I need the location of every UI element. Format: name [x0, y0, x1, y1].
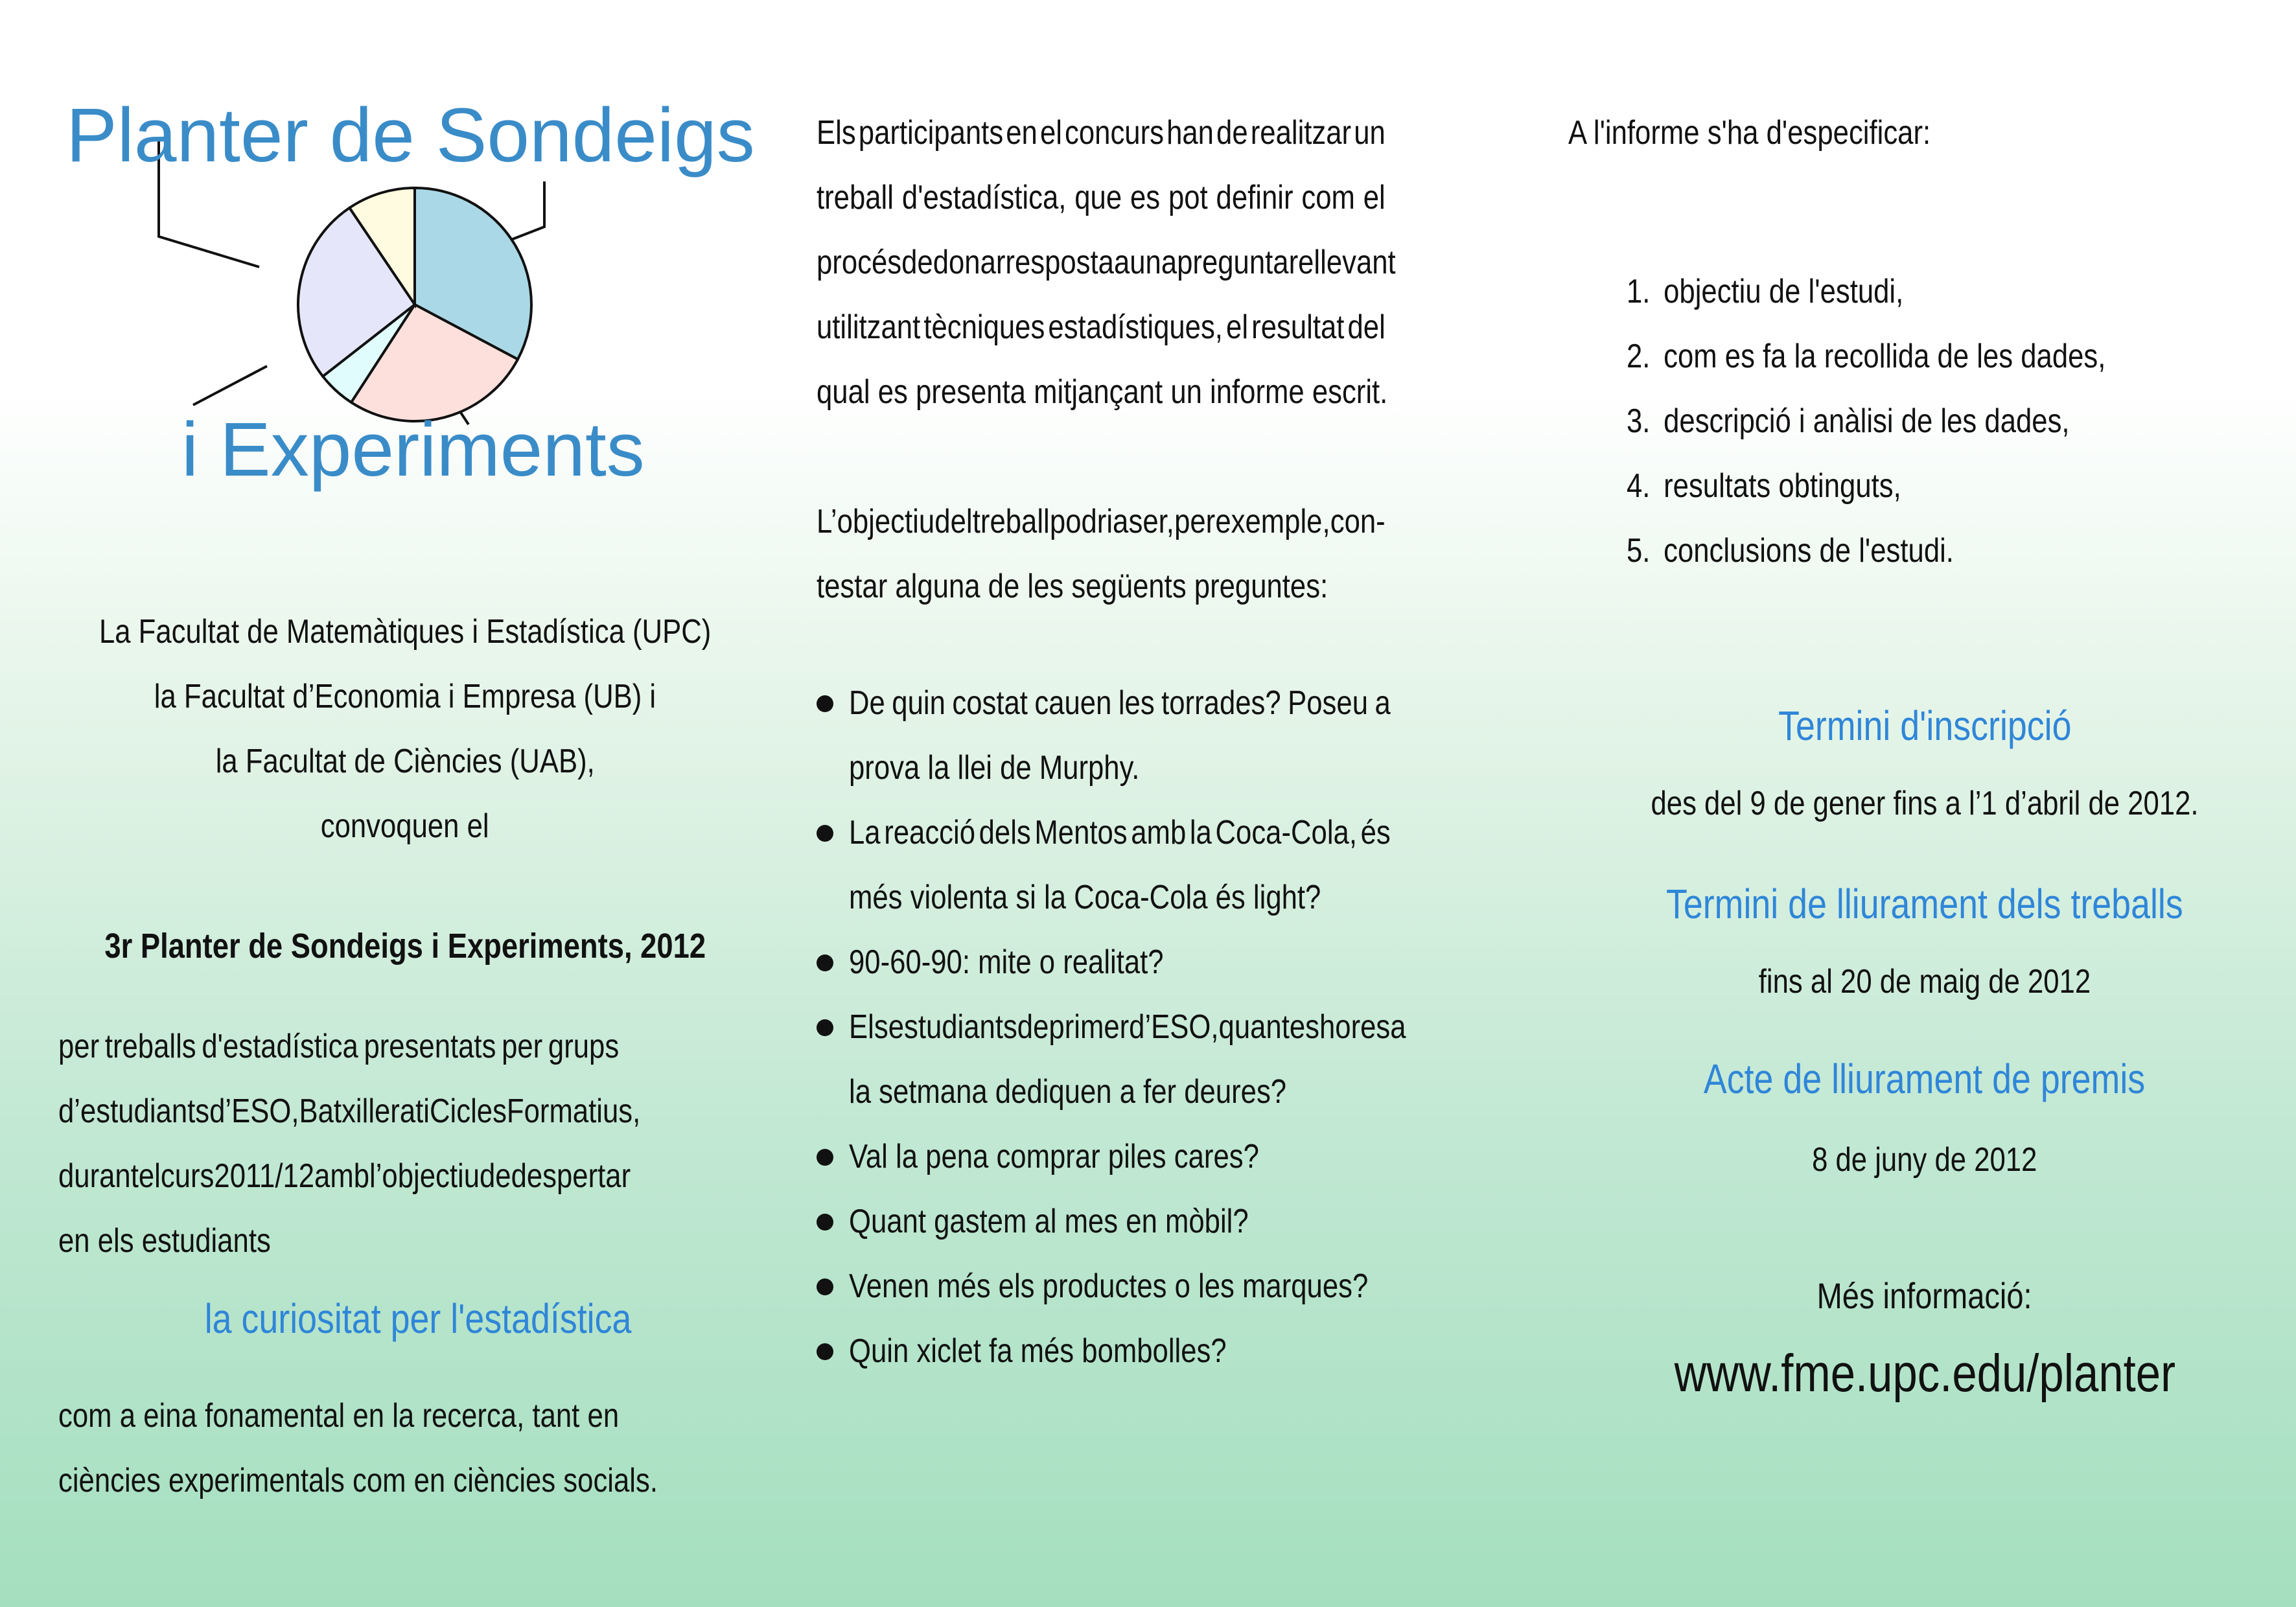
- objective-paragraph: [817, 489, 1494, 619]
- word: del: [1347, 308, 1386, 346]
- faculty-line: La Facultat de Matemàtiques i Estadística (UPC): [99, 613, 712, 651]
- word: el: [1363, 179, 1386, 216]
- word: cauen: [1034, 684, 1112, 722]
- word: d'estadística: [202, 1028, 358, 1065]
- word: presentats: [364, 1028, 496, 1065]
- justified-line: [817, 230, 1494, 295]
- requirement-item: [1627, 324, 2197, 389]
- word: l’objectiu: [369, 1157, 480, 1195]
- awards-ceremony-heading: [1568, 1050, 2281, 1108]
- word: Els: [849, 1008, 888, 1046]
- word: que: [1074, 179, 1122, 216]
- right-panel: [1568, 0, 2281, 1607]
- item-text: com es fa la recollida de les dades,: [1664, 338, 2106, 375]
- title-i-experiments: i Experiments: [181, 407, 645, 492]
- report-requirements-list: [1627, 259, 2197, 583]
- question-text: més violenta si la Coca-Cola és light?: [849, 879, 1321, 916]
- justified-line: [58, 1144, 726, 1208]
- word: d’ESO,: [1129, 1008, 1219, 1046]
- middle-panel: [817, 0, 1494, 1607]
- word: de: [1216, 114, 1248, 152]
- heading-text: Termini de lliurament dels treballs: [1666, 881, 2183, 927]
- word: rellevant: [1288, 244, 1396, 281]
- word: resultat: [1251, 308, 1345, 346]
- word: reacció: [884, 814, 976, 851]
- contest-description: [817, 100, 1494, 424]
- word: per: [502, 1028, 543, 1065]
- question-item: [817, 671, 1494, 800]
- justified-line: [849, 995, 1494, 1059]
- more-info-label: [1568, 1267, 2281, 1325]
- research-paragraph: [58, 1383, 726, 1513]
- word: treball: [817, 179, 894, 216]
- word: grups: [548, 1028, 620, 1065]
- word: a: [119, 1397, 136, 1435]
- faculty-line: la Facultat de Ciències (UAB),: [215, 743, 595, 780]
- justified-line: [58, 1079, 726, 1144]
- question-text: prova la llei de Murphy.: [849, 749, 1140, 787]
- curiosity-highlight: [39, 1289, 797, 1348]
- word: a: [1390, 1008, 1406, 1046]
- justified-line: [817, 489, 1494, 554]
- word: procés: [817, 244, 902, 281]
- word: d’estudiants: [58, 1093, 210, 1130]
- word: recerca,: [422, 1397, 525, 1435]
- word: Cicles: [429, 1093, 507, 1130]
- word: participants: [858, 114, 1004, 152]
- word: tècniques: [923, 308, 1045, 346]
- justified-line: [58, 1014, 726, 1079]
- word: estudiants: [888, 1008, 1017, 1046]
- curiosity-text: la curiositat per l'estadística: [204, 1295, 632, 1342]
- word: L’objectiu: [817, 503, 935, 540]
- word: De: [849, 684, 885, 722]
- bullet-icon: [817, 1343, 833, 1360]
- question-item: [817, 800, 1494, 930]
- question-item: [817, 995, 1494, 1124]
- question-text: Val la pena comprar piles cares?: [849, 1138, 1259, 1175]
- word: La: [849, 814, 881, 851]
- word: una: [1130, 244, 1177, 281]
- word: és: [1360, 814, 1391, 851]
- leader-line-bottom-left: [193, 366, 267, 405]
- word: el: [1226, 308, 1249, 346]
- item-number: 2.: [1627, 338, 1651, 375]
- question-text: Quant gastem al mes en mòbil?: [849, 1203, 1249, 1240]
- word: i: [423, 1093, 430, 1130]
- date-text: des del 9 de gener fins a l’1 d’abril de 2012.: [1651, 785, 2199, 822]
- question-text: la setmana dediquen a fer deures?: [849, 1073, 1287, 1111]
- word: estadístiques,: [1048, 308, 1223, 346]
- word: la: [1189, 814, 1212, 851]
- word: en: [587, 1397, 620, 1435]
- bullet-icon: [817, 1214, 833, 1231]
- word: Poseu: [1288, 684, 1368, 722]
- word: pot: [1168, 179, 1208, 216]
- justified-line: [817, 295, 1494, 360]
- word: tant: [532, 1397, 580, 1435]
- requirement-item: [1627, 454, 2197, 518]
- question-item: [817, 1254, 1494, 1319]
- word: primer: [1049, 1008, 1130, 1046]
- bullet-icon: [817, 1278, 833, 1295]
- registration-deadline-heading: [1568, 697, 2281, 755]
- word: pregunta: [1177, 244, 1289, 281]
- word: torrades?: [1161, 684, 1281, 722]
- word: de: [901, 244, 933, 281]
- requirement-item: [1627, 518, 2197, 583]
- word: concurs: [1065, 114, 1164, 152]
- requirement-item: [1627, 389, 2197, 454]
- word: Formatius,: [506, 1093, 641, 1130]
- word: Batxillerat: [299, 1093, 424, 1130]
- word: la: [392, 1397, 415, 1435]
- paragraph-last-line: testar alguna de les següents preguntes:: [817, 568, 1328, 605]
- justified-line: [58, 1383, 726, 1448]
- word: con-: [1330, 503, 1386, 540]
- submission-deadline-heading: [1568, 875, 2281, 933]
- item-number: 5.: [1627, 532, 1651, 570]
- word: de: [479, 1157, 511, 1195]
- word: com: [58, 1397, 112, 1435]
- word: curs: [160, 1157, 215, 1195]
- word: quin: [892, 684, 945, 722]
- word: costat: [952, 684, 1028, 722]
- word: el: [138, 1157, 161, 1195]
- item-number: 4.: [1627, 467, 1651, 505]
- question-item: [817, 1189, 1494, 1254]
- word: del: [934, 503, 973, 540]
- item-text: descripció i anàlisi de les dades,: [1664, 402, 2070, 440]
- word: les: [1118, 684, 1155, 722]
- bullet-icon: [817, 954, 833, 971]
- awards-ceremony-date: [1568, 1131, 2281, 1189]
- paragraph-last-line: en els estudiants: [58, 1222, 271, 1260]
- word: donar: [933, 244, 1006, 281]
- word: eina: [143, 1397, 197, 1435]
- word: dels: [979, 814, 1031, 851]
- word: d'estadística,: [901, 179, 1067, 216]
- purpose-paragraph: [58, 1014, 726, 1273]
- word: un: [1354, 114, 1386, 152]
- justified-line: [817, 100, 1494, 165]
- example-questions-list: [817, 671, 1494, 1383]
- word: Coca-Cola,: [1215, 814, 1357, 851]
- word: amb: [1131, 814, 1187, 851]
- word: despertar: [511, 1157, 631, 1195]
- word: per: [1174, 503, 1216, 540]
- more-info-text: Més informació:: [1816, 1275, 2032, 1316]
- question-item: [817, 1124, 1494, 1189]
- word: per: [58, 1028, 100, 1065]
- paragraph-last-line: qual es presenta mitjançant un informe escrit.: [817, 373, 1388, 411]
- justified-line: [817, 165, 1494, 230]
- word: en: [353, 1397, 385, 1435]
- word: quantes: [1218, 1008, 1319, 1046]
- intro-text: A l'informe s'ha d'especificar:: [1568, 114, 1931, 152]
- submission-deadline: [1568, 953, 2281, 1011]
- word: en: [1006, 114, 1038, 152]
- word: realitzar: [1250, 114, 1352, 152]
- award-title: [39, 920, 771, 972]
- item-text: resultats obtinguts,: [1664, 467, 1901, 505]
- website-url[interactable]: www.fme.upc.edu/planter: [1674, 1344, 2175, 1403]
- word: d’ESO,: [209, 1093, 299, 1130]
- word: han: [1166, 114, 1214, 152]
- convening-faculties: [39, 599, 771, 859]
- word: Els: [817, 114, 856, 152]
- report-requirements-intro: [1568, 107, 2000, 159]
- word: com: [1301, 179, 1355, 216]
- word: exemple,: [1215, 503, 1330, 540]
- registration-deadline: [1568, 774, 2281, 833]
- heading-text: Acte de lliurament de premis: [1704, 1056, 2146, 1102]
- date-text: fins al 20 de maig de 2012: [1758, 963, 2091, 1000]
- bullet-icon: [817, 695, 833, 712]
- word: treballs: [104, 1028, 196, 1065]
- word: treball: [972, 503, 1050, 540]
- word: resposta: [1005, 244, 1114, 281]
- left-panel: [39, 0, 771, 1607]
- bullet-icon: [817, 825, 833, 842]
- question-text: Quin xiclet fa més bombolles?: [849, 1332, 1227, 1370]
- word: a: [1374, 684, 1391, 722]
- item-number: 3.: [1627, 402, 1651, 440]
- question-item: [817, 1319, 1494, 1383]
- item-number: 1.: [1627, 273, 1651, 310]
- word: durant: [58, 1157, 139, 1195]
- question-text: Venen més els productes o les marques?: [849, 1267, 1369, 1305]
- website-link[interactable]: [1568, 1341, 2281, 1406]
- word: definir: [1216, 179, 1293, 216]
- word: es: [1130, 179, 1161, 216]
- question-item: [817, 930, 1494, 995]
- date-text: 8 de juny de 2012: [1812, 1141, 2037, 1179]
- item-text: objectiu de l'estudi,: [1664, 273, 1904, 310]
- justified-line: [849, 671, 1494, 735]
- requirement-item: [1627, 259, 2197, 324]
- item-text: conclusions de l'estudi.: [1664, 532, 1954, 570]
- word: 2011/12: [214, 1157, 315, 1195]
- heading-text: Termini d'inscripció: [1778, 702, 2072, 749]
- word: amb: [314, 1157, 370, 1195]
- justified-line: [849, 800, 1494, 865]
- question-text: 90-60-90: mite o realitat?: [849, 943, 1164, 981]
- bullet-icon: [817, 1019, 833, 1036]
- word: fonamental: [205, 1397, 345, 1435]
- faculty-line: convoquen el: [321, 807, 489, 845]
- word: utilitzant: [817, 308, 921, 346]
- paragraph-last-line: ciències experimentals com en ciències socials.: [58, 1462, 658, 1499]
- award-title-text: 3r Planter de Sondeigs i Experiments, 2012: [104, 927, 706, 965]
- word: Mentos: [1034, 814, 1128, 851]
- word: ser,: [1128, 503, 1174, 540]
- word: el: [1039, 114, 1062, 152]
- bullet-icon: [817, 1149, 833, 1166]
- word: de: [1017, 1008, 1049, 1046]
- title-planter-de-sondeigs: Planter de Sondeigs: [66, 93, 755, 178]
- word: hores: [1319, 1008, 1391, 1046]
- faculty-line: la Facultat d’Economia i Empresa (UB) i: [154, 678, 656, 715]
- word: a: [1113, 244, 1130, 281]
- word: podria: [1049, 503, 1129, 540]
